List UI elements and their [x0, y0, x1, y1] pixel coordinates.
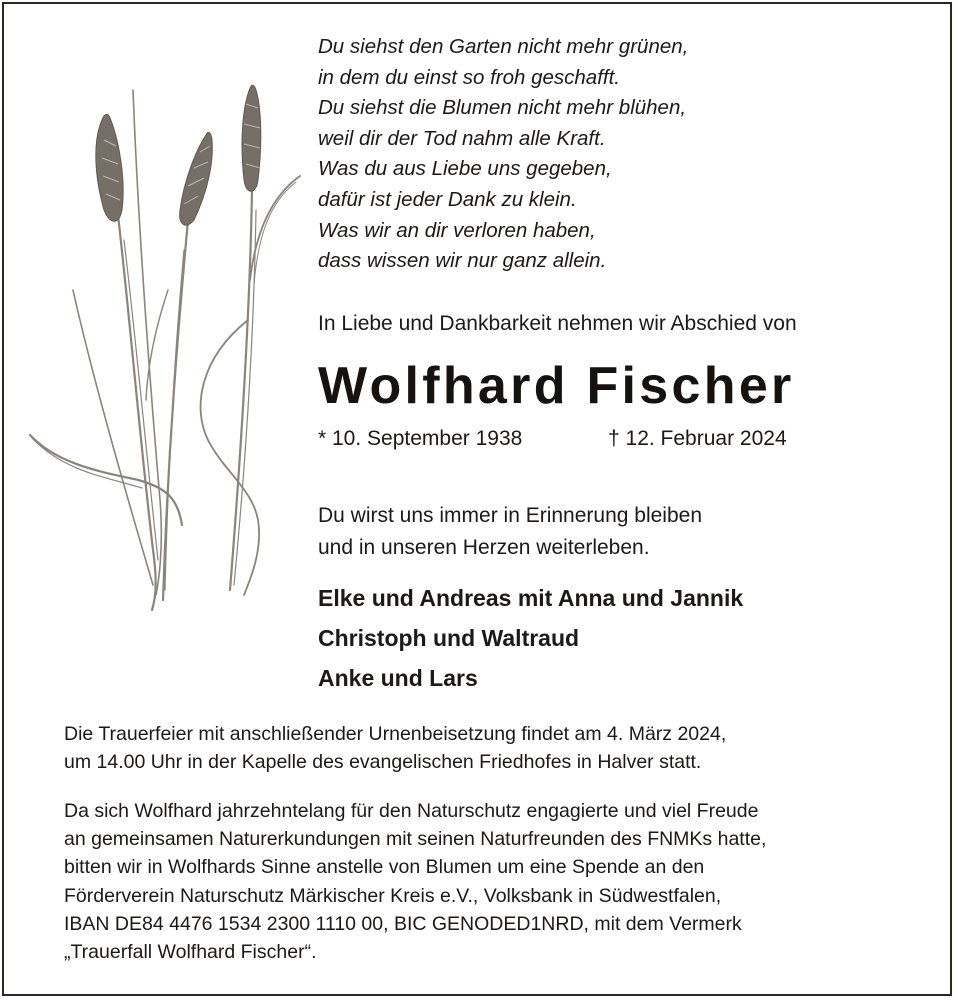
poem-line: Was du aus Liebe uns gegeben,	[318, 157, 612, 181]
poem-line: Was wir an dir verloren haben,	[318, 218, 596, 242]
seedhead-left	[96, 114, 123, 221]
seedhead-right	[242, 85, 261, 191]
ceremony-line: um 14.00 Uhr in der Kapelle des evangelischen Friedhofes in Halver statt.	[64, 751, 702, 774]
family-line: Christoph und Waltraud	[318, 625, 580, 651]
death-date: † 12. Februar 2024	[608, 427, 787, 450]
family-line: Anke und Lars	[318, 665, 478, 691]
ceremony-info	[64, 720, 726, 776]
ceremony-line: Die Trauerfeier mit anschließender Urnenbeisetzung findet am 4. März 2024,	[64, 723, 727, 745]
poem-line: weil dir der Tod nahm alle Kraft.	[318, 126, 606, 150]
poem-line: Du siehst die Blumen nicht mehr blühen,	[318, 96, 687, 120]
donation-line: Da sich Wolfhard jahrzehntelang für den Naturschutz engagierte und viel Freude	[64, 800, 759, 822]
poem-line: dass wissen wir nur ganz allein.	[318, 249, 607, 273]
donation-line: bitten wir in Wolfhards Sinne anstelle von Blumen um eine Spende an den	[64, 856, 705, 879]
stem-left-inner	[124, 240, 158, 560]
donation-line: IBAN DE84 4476 1534 2300 1110 00, BIC GENODED1NRD, mit dem Vermerk	[64, 912, 742, 935]
family-names	[318, 578, 743, 698]
farewell-intro: In Liebe und Dankbarkeit nehmen wir Abschied von	[318, 312, 797, 335]
birth-date: * 10. September 1938	[318, 427, 523, 450]
life-dates	[318, 427, 787, 451]
deceased-name: Wolfhard Fischer	[318, 357, 795, 415]
donation-info	[64, 797, 766, 966]
leaf-curl-left	[30, 435, 182, 525]
poem-line: Du siehst den Garten nicht mehr grünen,	[318, 35, 689, 58]
memory-line: und in unseren Herzen weiterleben.	[318, 536, 650, 559]
leaf-curl-left-inner	[32, 438, 142, 488]
poem	[318, 32, 688, 277]
seedhead-middle	[180, 132, 213, 225]
family-line: Elke und Andreas mit Anna und Jannik	[318, 585, 744, 611]
donation-line: an gemeinsamen Naturerkundungen mit seinen Naturfreunden des FNMKs hatte,	[64, 828, 767, 851]
memory-line: Du wirst uns immer in Erinnerung bleiben	[318, 504, 702, 527]
donation-line: „Trauerfall Wolfhard Fischer“.	[64, 941, 317, 964]
poem-line: in dem du einst so froh geschafft.	[318, 65, 620, 89]
poem-line: dafür ist jeder Dank zu klein.	[318, 187, 577, 211]
memory-text	[318, 500, 702, 564]
grass-seedheads	[96, 85, 261, 225]
stem-tall-left	[133, 90, 161, 595]
leaf-upper-right	[250, 176, 300, 280]
leaf-middle-curve	[146, 290, 168, 400]
donation-line: Förderverein Naturschutz Märkischer Kreis e.V., Volksbank in Südwestfalen,	[64, 884, 722, 907]
seedhead-texture	[102, 104, 260, 204]
stem-left	[118, 215, 156, 610]
grass-illustration	[18, 80, 318, 625]
